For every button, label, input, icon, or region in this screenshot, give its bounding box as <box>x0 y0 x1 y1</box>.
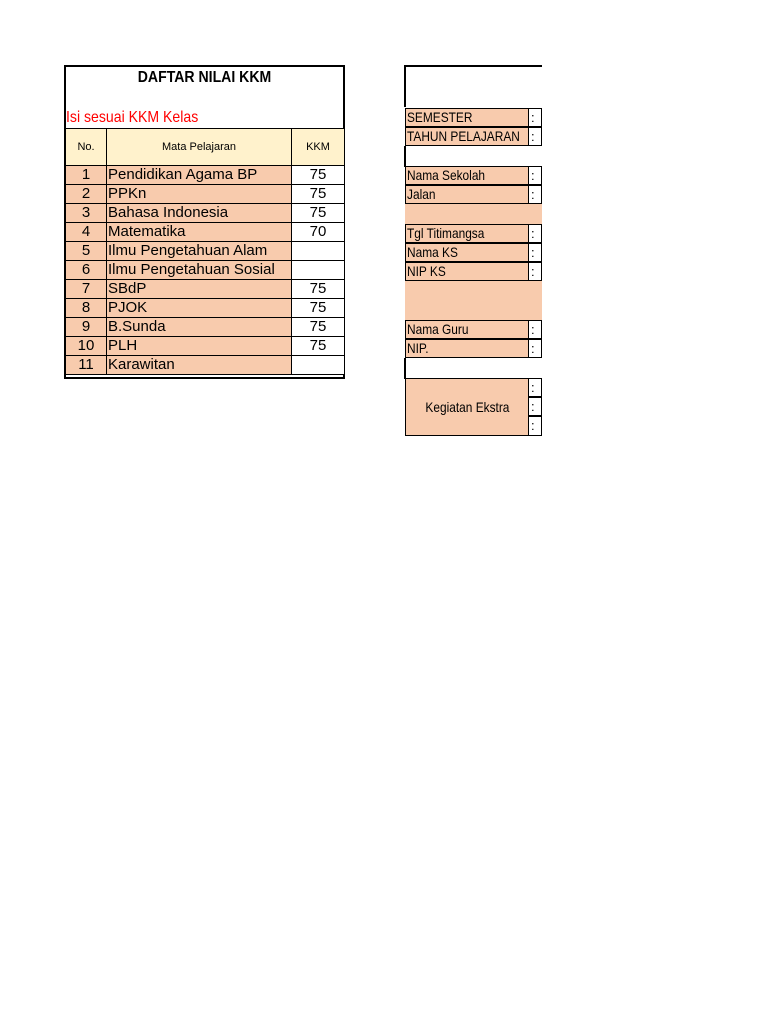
header-no: No. <box>66 129 107 166</box>
tgl-titimangsa-label: Tgl Titimangsa <box>405 224 529 243</box>
page-title: DAFTAR NILAI KKM <box>137 69 272 86</box>
tahun-pelajaran-value-cell[interactable]: : <box>529 127 542 146</box>
semester-label: SEMESTER <box>405 108 529 127</box>
ekstra-value-cell-2[interactable]: : <box>529 397 542 416</box>
subject-cell[interactable]: Pendidikan Agama BP <box>107 166 292 185</box>
table-row <box>66 318 345 337</box>
subject-cell[interactable]: PJOK <box>107 299 292 318</box>
divider <box>404 358 406 379</box>
table-row <box>66 242 345 261</box>
row-number: 1 <box>66 166 107 185</box>
kkm-value-cell[interactable]: 75 <box>292 204 345 223</box>
kkm-value-cell[interactable] <box>292 242 345 261</box>
kkm-value-cell[interactable]: 70 <box>292 223 345 242</box>
kkm-value-cell[interactable]: 75 <box>292 337 345 356</box>
subject-cell[interactable]: PLH <box>107 337 292 356</box>
blank-band <box>405 281 542 320</box>
kkm-value-cell[interactable] <box>292 356 345 375</box>
kegiatan-ekstra-label: Kegiatan Ekstra <box>405 378 529 436</box>
kkm-value-cell[interactable] <box>292 261 345 280</box>
ekstra-value-cell-1[interactable]: : <box>529 378 542 397</box>
jalan-label: Jalan <box>405 185 529 204</box>
subject-cell[interactable]: Karawitan <box>107 356 292 375</box>
nama-guru-label: Nama Guru <box>405 320 529 339</box>
subject-cell[interactable]: SBdP <box>107 280 292 299</box>
kkm-value-cell[interactable]: 75 <box>292 185 345 204</box>
instruction-text: Isi sesuai KKM Kelas <box>66 109 199 126</box>
table-row <box>66 166 345 185</box>
nip-label: NIP. <box>405 339 529 358</box>
subject-cell[interactable]: PPKn <box>107 185 292 204</box>
kkm-table <box>65 128 345 375</box>
row-number: 9 <box>66 318 107 337</box>
blank-band <box>405 204 542 224</box>
header-kkm: KKM <box>292 129 345 166</box>
ekstra-value-cell-3[interactable]: : <box>529 416 542 436</box>
nama-ks-label: Nama KS <box>405 243 529 262</box>
row-number: 3 <box>66 204 107 223</box>
semester-value-cell[interactable]: : <box>529 108 542 127</box>
table-row <box>66 337 345 356</box>
table-row <box>66 223 345 242</box>
nip-ks-label: NIP KS <box>405 262 529 281</box>
table-row <box>66 261 345 280</box>
nama-sekolah-label: Nama Sekolah <box>405 166 529 185</box>
info-panel-frame <box>404 65 542 107</box>
subject-cell[interactable]: Matematika <box>107 223 292 242</box>
table-header-row <box>66 129 345 166</box>
row-number: 5 <box>66 242 107 261</box>
row-number: 11 <box>66 356 107 375</box>
row-number: 4 <box>66 223 107 242</box>
kkm-value-cell[interactable]: 75 <box>292 166 345 185</box>
kkm-value-cell[interactable]: 75 <box>292 299 345 318</box>
divider <box>404 146 406 167</box>
kkm-value-cell[interactable]: 75 <box>292 318 345 337</box>
nip-ks-value-cell[interactable]: : <box>529 262 542 281</box>
row-number: 6 <box>66 261 107 280</box>
table-row <box>66 204 345 223</box>
table-row <box>66 185 345 204</box>
table-row <box>66 280 345 299</box>
subject-cell[interactable]: Ilmu Pengetahuan Alam <box>107 242 292 261</box>
row-number: 7 <box>66 280 107 299</box>
jalan-value-cell[interactable]: : <box>529 185 542 204</box>
subject-cell[interactable]: Ilmu Pengetahuan Sosial <box>107 261 292 280</box>
nama-guru-value-cell[interactable]: : <box>529 320 542 339</box>
tgl-titimangsa-value-cell[interactable]: : <box>529 224 542 243</box>
row-number: 2 <box>66 185 107 204</box>
row-number: 10 <box>66 337 107 356</box>
subject-cell[interactable]: Bahasa Indonesia <box>107 204 292 223</box>
nama-ks-value-cell[interactable]: : <box>529 243 542 262</box>
nama-sekolah-value-cell[interactable]: : <box>529 166 542 185</box>
table-row <box>66 299 345 318</box>
kkm-value-cell[interactable]: 75 <box>292 280 345 299</box>
row-number: 8 <box>66 299 107 318</box>
tahun-pelajaran-label: TAHUN PELAJARAN <box>405 127 529 146</box>
nip-value-cell[interactable]: : <box>529 339 542 358</box>
table-row <box>66 356 345 375</box>
subject-cell[interactable]: B.Sunda <box>107 318 292 337</box>
header-subject: Mata Pelajaran <box>107 129 292 166</box>
